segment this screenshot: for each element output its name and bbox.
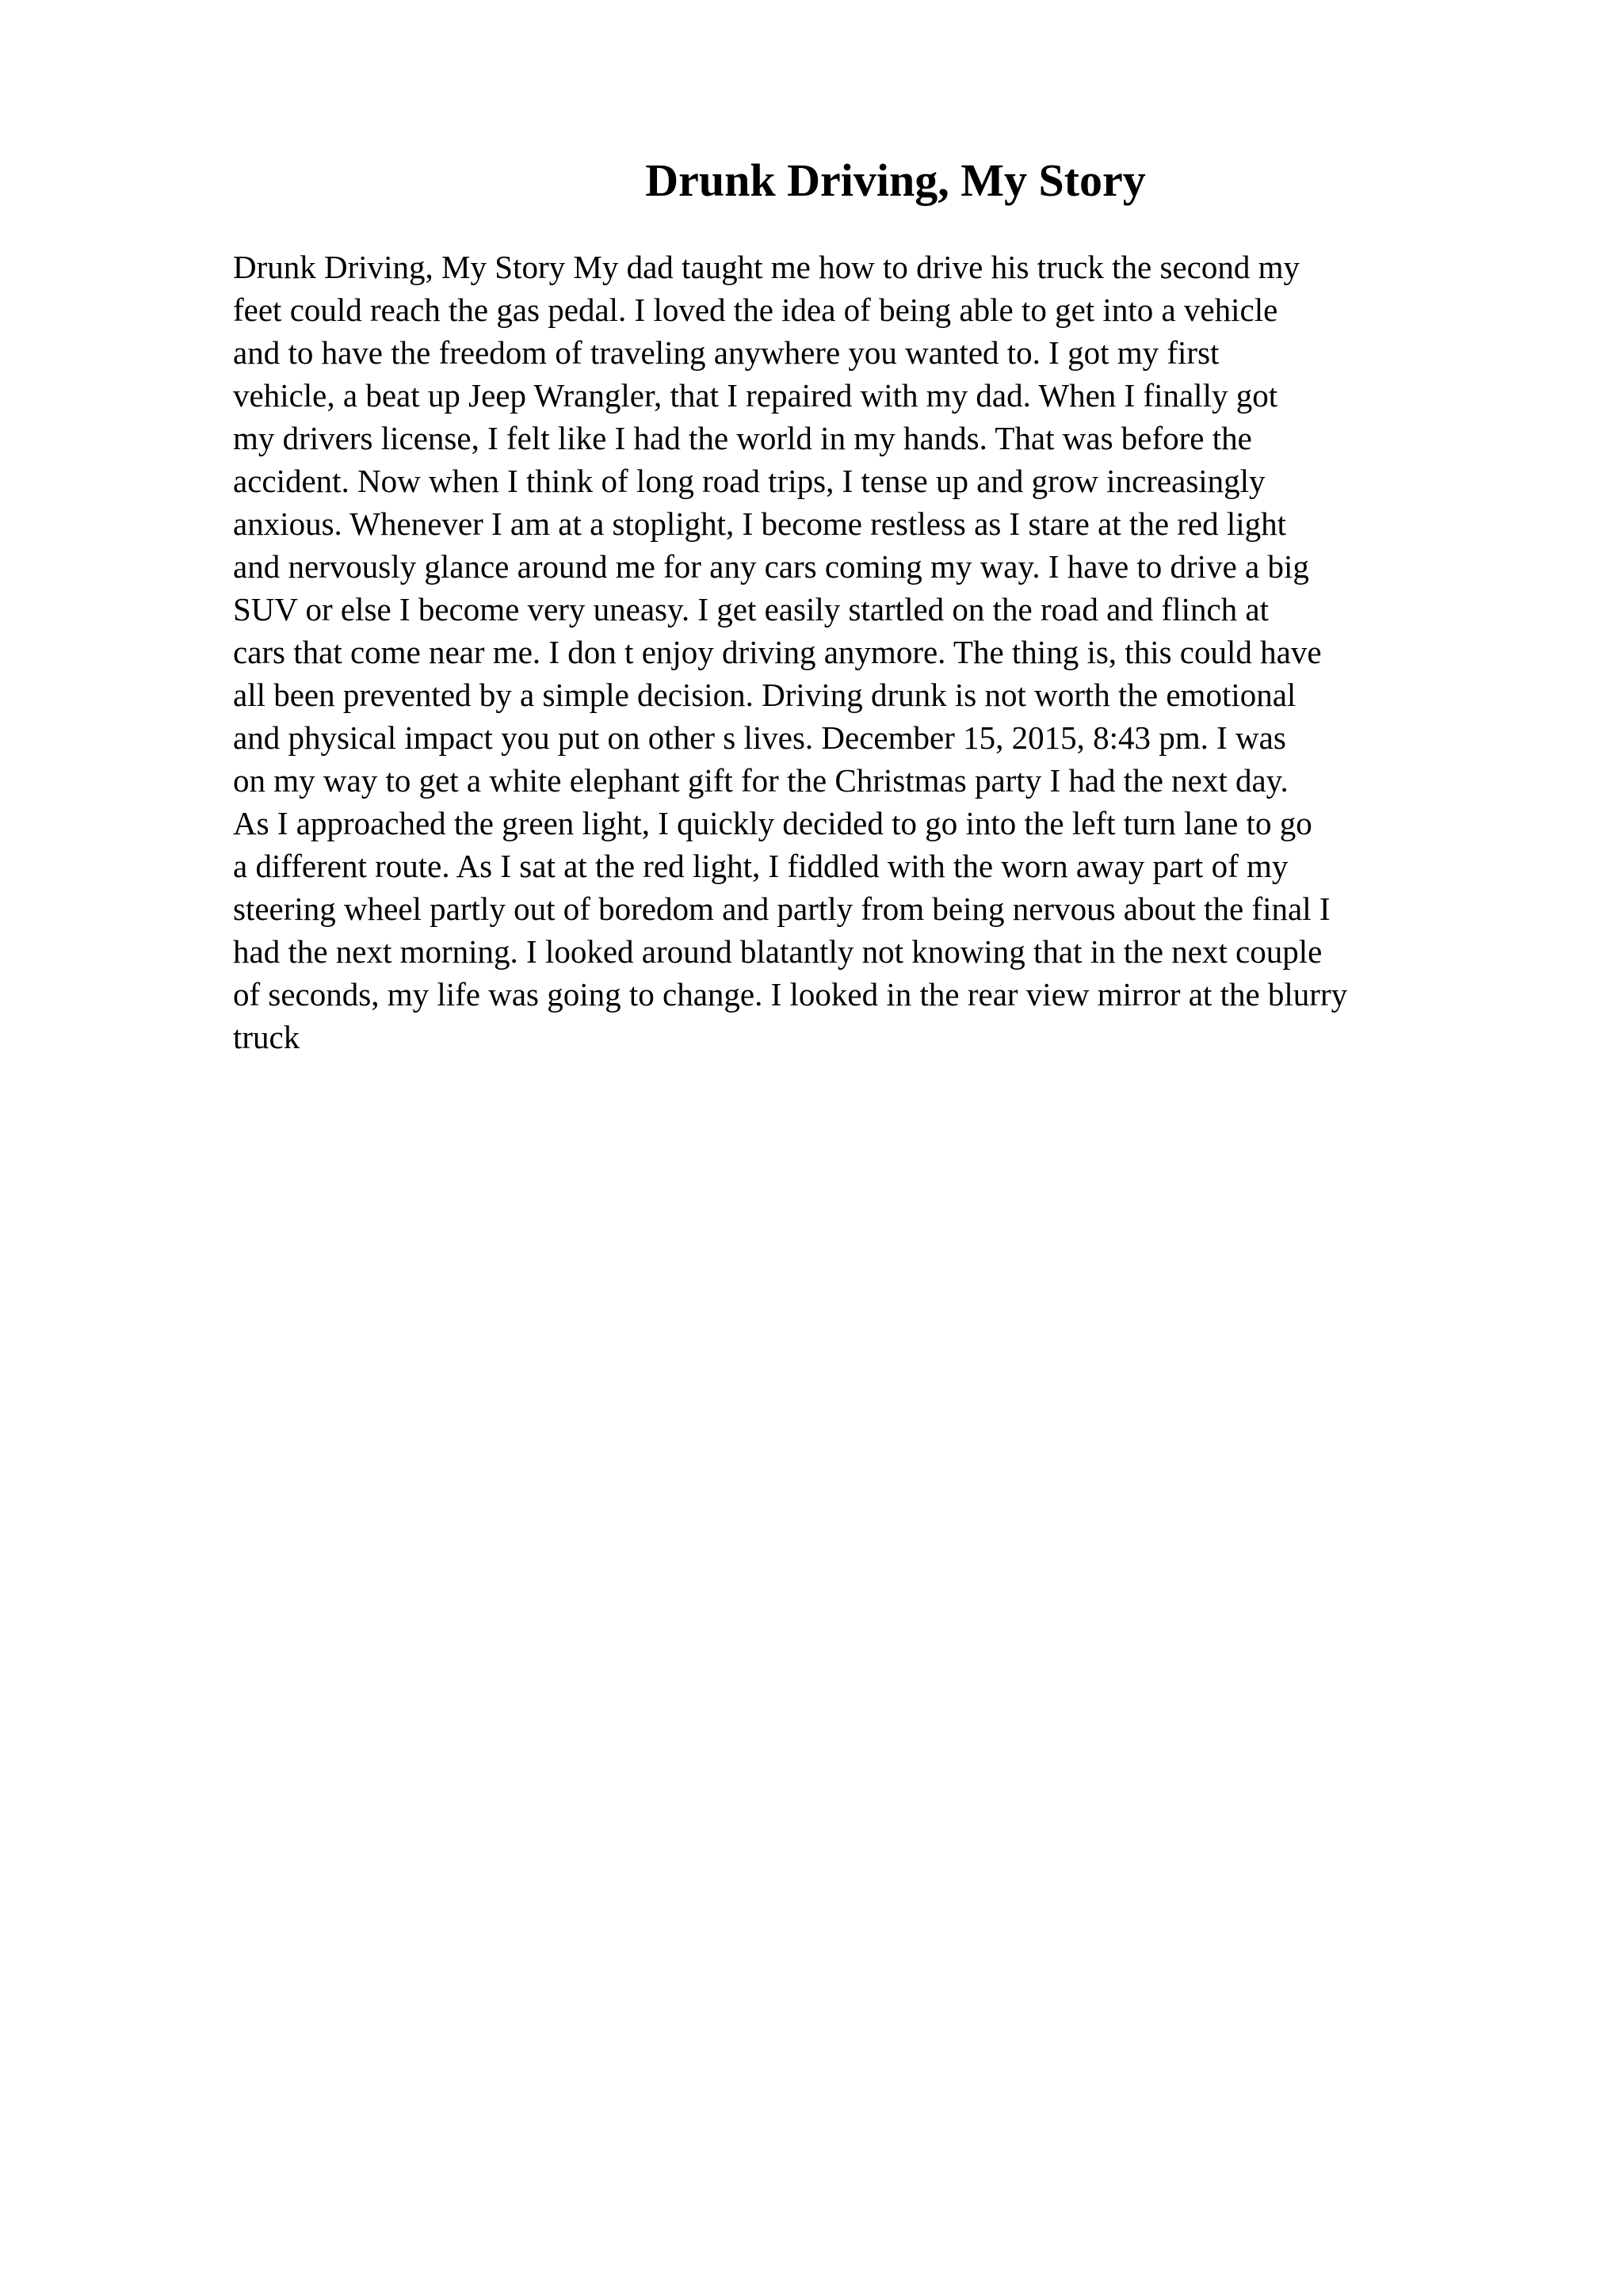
body-line: steering wheel partly out of boredom and partly from being nervous about the final I bbox=[233, 891, 1331, 927]
body-line: and nervously glance around me for any cars coming my way. I have to drive a big bbox=[233, 548, 1309, 585]
body-line: on my way to get a white elephant gift for the Christmas party I had the next day. bbox=[233, 762, 1289, 799]
body-line: accident. Now when I think of long road trips, I tense up and grow increasingly bbox=[233, 463, 1266, 499]
body-line: a different route. As I sat at the red light, I fiddled with the worn away part of my bbox=[233, 848, 1289, 884]
body-line: my drivers license, I felt like I had the world in my hands. That was before the bbox=[233, 420, 1252, 456]
body-line: and physical impact you put on other s lives. December 15, 2015, 8:43 pm. I was bbox=[233, 719, 1286, 756]
body-line: feet could reach the gas pedal. I loved the idea of being able to get into a vehicle bbox=[233, 292, 1278, 328]
body-line: truck bbox=[233, 1019, 300, 1055]
body-line: SUV or else I become very uneasy. I get easily startled on the road and flinch at bbox=[233, 591, 1270, 627]
body-line: all been prevented by a simple decision. Driving drunk is not worth the emotional bbox=[233, 677, 1296, 713]
document-title: Drunk Driving, My Story bbox=[645, 154, 1146, 206]
body-line: anxious. Whenever I am at a stoplight, I become restless as I stare at the red light bbox=[233, 505, 1287, 542]
document-body bbox=[233, 246, 1517, 1058]
body-line: and to have the freedom of traveling anywhere you wanted to. I got my first bbox=[233, 334, 1220, 371]
body-line: vehicle, a beat up Jeep Wrangler, that I repaired with my dad. When I finally got bbox=[233, 377, 1278, 414]
body-line: of seconds, my life was going to change. I looked in the rear view mirror at the blurry bbox=[233, 976, 1348, 1013]
body-line: Drunk Driving, My Story My dad taught me how to drive his truck the second my bbox=[233, 249, 1300, 285]
body-line: cars that come near me. I don t enjoy driving anymore. The thing is, this could have bbox=[233, 634, 1322, 670]
body-line: had the next morning. I looked around blatantly not knowing that in the next couple bbox=[233, 933, 1323, 970]
body-line: As I approached the green light, I quickly decided to go into the left turn lane to go bbox=[233, 805, 1312, 841]
